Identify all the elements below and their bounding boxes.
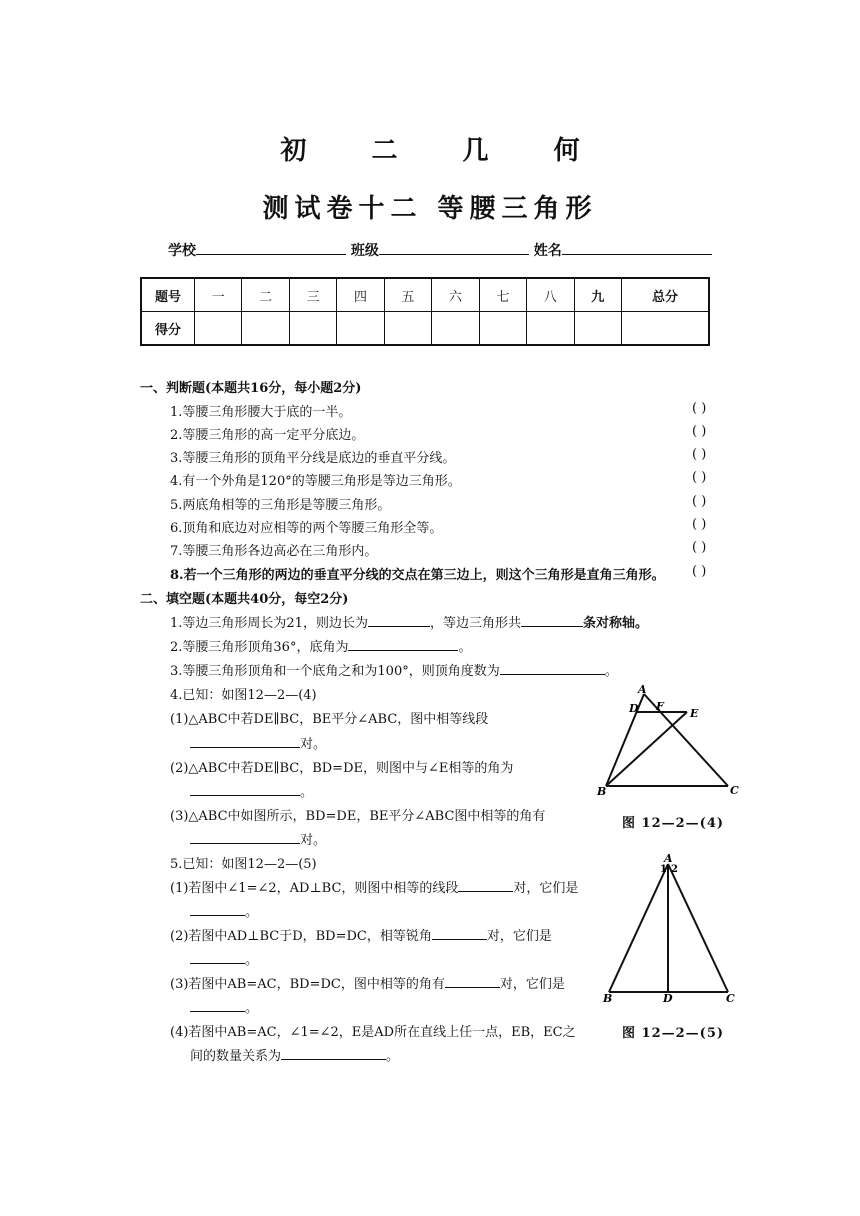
answer-paren-1[interactable]: ( ) [692,401,707,416]
answer-blank[interactable] [190,783,300,796]
fill-item-5-1-blank: 。 [190,901,258,920]
answer-paren-4[interactable]: ( ) [692,470,707,485]
answer-blank[interactable] [458,879,513,892]
section2-heading: 二、填空题(本题共40分，每空2分) [140,592,349,607]
answer-blank[interactable] [348,638,458,651]
name-field[interactable] [562,240,712,255]
page-title: 初 二 几 何 [280,136,608,166]
answer-blank[interactable] [445,975,500,988]
answer-blank[interactable] [500,662,605,675]
answer-paren-7[interactable]: ( ) [692,540,707,555]
score-header-cell: 六 [432,278,479,312]
answer-blank[interactable] [190,903,245,916]
score-cell[interactable] [479,312,526,346]
class-field[interactable] [379,240,529,255]
school-field[interactable] [196,240,346,255]
fill-item-5-4-line2: 间的数量关系为 。 [190,1049,400,1064]
judge-item-1: 1.等腰三角形腰大于底的一半。 [170,405,352,420]
figure5-side-ac [668,864,728,992]
fill-item-5-3: (3)若图中AB=AC，BD=DC，图中相等的角有 对，它们是 [170,977,565,992]
score-cell[interactable] [384,312,431,346]
answer-blank[interactable] [432,927,487,940]
answer-paren-3[interactable]: ( ) [692,447,707,462]
answer-paren-5[interactable]: ( ) [692,494,707,509]
score-header-cell: 七 [479,278,526,312]
figure4-label-f: F [656,700,664,713]
figure-12-2-5 [600,852,740,1004]
fill-item-5: 5.已知：如图12—2—(5) [170,857,317,872]
fill-item-4: 4.已知：如图12—2—(4) [170,688,317,703]
judge-item-6: 6.顶角和底边对应相等的两个等腰三角形全等。 [170,521,443,536]
answer-paren-6[interactable]: ( ) [692,517,707,532]
figure4-label-a: A [638,683,647,696]
score-cell[interactable] [574,312,621,346]
judge-item-5: 5.两底角相等的三角形是等腰三角形。 [170,498,391,513]
score-header-cell: 总分 [621,278,709,312]
fill-item-4-3-blank: 对。 [190,829,326,848]
figure5-caption: 图 12—2—(5) [622,1026,725,1041]
figure4-label-c: C [730,784,739,797]
judge-item-8: 8.若一个三角形的两边的垂直平分线的交点在第三边上，则这个三角形是直角三角形。 [170,568,665,583]
fill-item-4-1: (1)△ABC中若DE∥BC，BE平分∠ABC，图中相等线段 [170,712,489,727]
score-table-header-row [141,278,709,312]
name-label: 姓名 [533,243,562,259]
score-row-label: 得分 [141,312,195,346]
figure5-side-ab [609,864,668,992]
score-header-cell: 题号 [141,278,195,312]
answer-blank[interactable] [190,831,300,844]
score-table [140,277,710,346]
score-cell[interactable] [195,312,242,346]
fill-item-5-3-blank: 。 [190,997,258,1016]
fill-item-3: 3.等腰三角形顶角和一个底角之和为100°，则顶角度数为 。 [170,664,618,679]
page-subtitle: 测试卷十二 等腰三角形 [262,194,598,224]
figure5-label-b: B [603,992,613,1004]
score-header-cell: 九 [574,278,621,312]
score-cell[interactable] [242,312,289,346]
answer-blank[interactable] [190,735,300,748]
answer-blank[interactable] [190,999,245,1012]
figure4-label-e: E [690,707,699,720]
figure4-label-d: D [629,702,639,715]
answer-paren-2[interactable]: ( ) [692,424,707,439]
fill-item-4-2: (2)△ABC中若DE∥BC，BD=DE，则图中与∠E相等的角为 [170,761,514,776]
figure4-segment-be [606,712,687,786]
figure5-label-c: C [726,992,735,1004]
judge-item-3: 3.等腰三角形的顶角平分线是底边的垂直平分线。 [170,451,456,466]
fill-item-5-2-blank: 。 [190,949,258,968]
section1-heading: 一、判断题(本题共16分，每小题2分) [140,381,362,396]
score-header-cell: 四 [337,278,384,312]
score-cell[interactable] [337,312,384,346]
judge-item-2: 2.等腰三角形的高一定平分底边。 [170,428,365,443]
score-cell[interactable] [527,312,574,346]
score-table-score-row [141,312,709,346]
fill-item-4-1-blank: 对。 [190,733,326,752]
figure4-caption: 图 12—2—(4) [622,816,725,831]
score-cell[interactable] [621,312,709,346]
judge-item-7: 7.等腰三角形各边高必在三角形内。 [170,544,378,559]
answer-blank[interactable] [521,614,583,627]
answer-blank[interactable] [281,1047,386,1060]
figure5-label-d: D [663,992,673,1004]
fill-item-2: 2.等腰三角形顶角36°，底角为 。 [170,640,472,655]
fill-item-5-2: (2)若图中AD⊥BC于D，BD=DC，相等锐角 对，它们是 [170,929,552,944]
figure5-label-angle2: 2 [671,864,678,875]
figure5-label-angle1: 1 [660,864,667,875]
figure4-label-b: B [597,785,607,798]
fill-item-1: 1.等边三角形周长为21，则边长为 ，等边三角形共 条对称轴。 [170,616,648,631]
judge-item-4: 4.有一个外角是120°的等腰三角形是等边三角形。 [170,474,461,489]
figure-12-2-4 [594,682,744,800]
answer-blank[interactable] [190,951,245,964]
school-label: 学校 [168,243,196,259]
answer-blank[interactable] [368,614,430,627]
fill-item-4-2-blank: 。 [190,781,313,800]
student-info-line [168,240,712,260]
score-cell[interactable] [289,312,336,346]
fill-item-5-1: (1)若图中∠1=∠2，AD⊥BC，则图中相等的线段 对，它们是 [170,881,579,896]
figure5-label-a: A [664,852,673,865]
score-header-cell: 五 [384,278,431,312]
score-header-cell: 八 [527,278,574,312]
fill-item-5-4: (4)若图中AB=AC，∠1=∠2，E是AD所在直线上任一点，EB，EC之 [170,1025,576,1040]
score-header-cell: 三 [289,278,336,312]
class-label: 班级 [350,243,379,259]
fill-item-4-3: (3)△ABC中如图所示，BD=DE，BE平分∠ABC图中相等的角有 [170,809,546,824]
score-header-cell: 一 [195,278,242,312]
score-header-cell: 二 [242,278,289,312]
answer-paren-8[interactable]: ( ) [692,564,707,579]
score-cell[interactable] [432,312,479,346]
